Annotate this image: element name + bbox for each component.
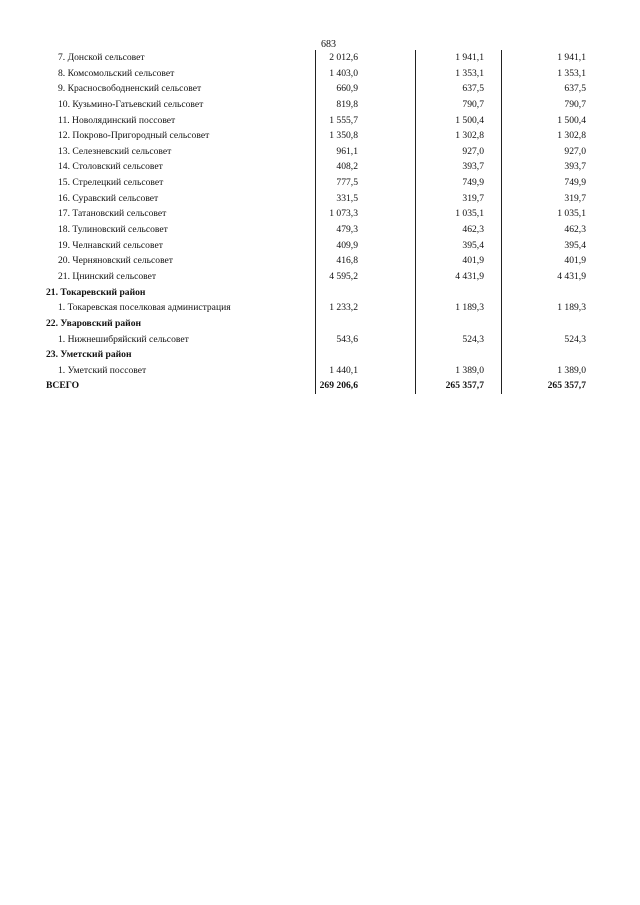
- row-name: 10. Кузьмино-Гатьевский сельсовет: [58, 98, 204, 110]
- table-row: [46, 159, 586, 175]
- value-v3: 1 302,8: [557, 130, 586, 142]
- district-row: [46, 285, 586, 301]
- value-v3: 265 357,7: [547, 380, 586, 392]
- row-name: 20. Черняновский сельсовет: [58, 255, 173, 267]
- value-v3: 927,0: [564, 145, 586, 157]
- value-v3: 395,4: [564, 239, 586, 251]
- value-v2: 1 035,1: [455, 208, 484, 220]
- value-v1: 408,2: [336, 161, 358, 173]
- value-v3: 1 941,1: [557, 52, 586, 63]
- value-v3: 4 431,9: [557, 270, 586, 282]
- value-v1: 1 350,8: [329, 130, 358, 142]
- value-v2: 1 389,0: [455, 364, 484, 376]
- row-name: 21. Цнинский сельсовет: [58, 270, 157, 282]
- value-v3: 1 389,0: [557, 364, 586, 376]
- value-v1: 819,8: [336, 98, 358, 110]
- table-row: [46, 113, 586, 129]
- total-row: [46, 378, 586, 394]
- table-row: [46, 97, 586, 113]
- value-v2: 4 431,9: [455, 270, 484, 282]
- row-name: 18. Тулиновский сельсовет: [58, 224, 168, 236]
- district-row: [46, 316, 586, 332]
- value-v2: 395,4: [462, 239, 484, 251]
- value-v2: 1 189,3: [455, 302, 484, 314]
- value-v2: 524,3: [462, 333, 484, 345]
- value-v3: 462,3: [564, 224, 586, 236]
- value-v3: 790,7: [564, 98, 586, 110]
- value-v1: 660,9: [336, 83, 358, 95]
- value-v1: 543,6: [336, 333, 358, 345]
- value-v1: 1 073,3: [329, 208, 358, 220]
- row-name: 1. Токаревская поселковая администрация: [58, 302, 231, 314]
- value-v3: 393,7: [564, 161, 586, 173]
- value-v3: 401,9: [564, 255, 586, 267]
- value-v1: 416,8: [336, 255, 358, 267]
- table-row: [46, 269, 586, 285]
- row-name: 7. Донской сельсовет: [58, 52, 145, 63]
- row-name: 19. Челнавский сельсовет: [58, 239, 163, 251]
- row-name: 17. Татановский сельсовет: [58, 208, 167, 220]
- row-name: 22. Уваровский район: [46, 317, 142, 329]
- value-v1: 4 595,2: [329, 270, 358, 282]
- value-v2: 1 941,1: [455, 52, 484, 63]
- value-v2: 927,0: [462, 145, 484, 157]
- row-name: 8. Комсомольский сельсовет: [58, 67, 175, 79]
- row-name: ВСЕГО: [46, 380, 80, 392]
- value-v3: 637,5: [564, 83, 586, 95]
- value-v3: 1 035,1: [557, 208, 586, 220]
- table-row: [46, 300, 586, 316]
- row-name: 13. Селезневский сельсовет: [58, 145, 172, 157]
- table-row: [46, 175, 586, 191]
- value-v1: 1 403,0: [329, 67, 358, 79]
- district-row: [46, 347, 586, 363]
- table-row: [46, 81, 586, 97]
- row-name: 14. Столовский сельсовет: [58, 161, 163, 173]
- table-row: [46, 363, 586, 379]
- value-v2: 790,7: [462, 98, 484, 110]
- value-v1: 2 012,6: [329, 52, 358, 63]
- value-v3: 1 353,1: [557, 67, 586, 79]
- value-v1: 269 206,6: [319, 380, 358, 392]
- table-row: [46, 332, 586, 348]
- table-row: [46, 66, 586, 82]
- table-row: [46, 50, 586, 66]
- value-v1: 409,9: [336, 239, 358, 251]
- value-v1: 479,3: [336, 224, 358, 236]
- table-row: [46, 238, 586, 254]
- row-name: 1. Уметский поссовет: [58, 364, 147, 376]
- value-v1: 961,1: [336, 145, 358, 157]
- row-name: 1. Нижнешибряйский сельсовет: [58, 333, 189, 345]
- table-row: [46, 144, 586, 160]
- value-v3: 319,7: [564, 192, 586, 204]
- value-v2: 637,5: [462, 83, 484, 95]
- value-v3: 524,3: [564, 333, 586, 345]
- value-v2: 1 353,1: [455, 67, 484, 79]
- value-v1: 777,5: [336, 177, 358, 189]
- table-row: [46, 222, 586, 238]
- row-name: 12. Покрово-Пригородный сельсовет: [58, 130, 210, 142]
- budget-table: [46, 50, 586, 394]
- table-row: [46, 191, 586, 207]
- value-v2: 749,9: [462, 177, 484, 189]
- table-row: [46, 253, 586, 269]
- value-v2: 265 357,7: [445, 380, 484, 392]
- value-v3: 1 189,3: [557, 302, 586, 314]
- row-name: 11. Новолядинский поссовет: [58, 114, 176, 126]
- table-row: [46, 206, 586, 222]
- value-v2: 319,7: [462, 192, 484, 204]
- row-name: 16. Суравский сельсовет: [58, 192, 159, 204]
- row-name: 15. Стрелецкий сельсовет: [58, 177, 164, 189]
- row-name: 23. Уметский район: [46, 349, 132, 361]
- row-name: 21. Токаревский район: [46, 286, 146, 298]
- table-row: [46, 128, 586, 144]
- value-v1: 331,5: [336, 192, 358, 204]
- value-v2: 1 500,4: [455, 114, 484, 126]
- value-v2: 393,7: [462, 161, 484, 173]
- value-v1: 1 440,1: [329, 364, 358, 376]
- value-v1: 1 233,2: [329, 302, 358, 314]
- value-v3: 1 500,4: [557, 114, 586, 126]
- row-name: 9. Красносвободненский сельсовет: [58, 83, 202, 95]
- value-v1: 1 555,7: [329, 114, 358, 126]
- page-number: 683: [321, 39, 336, 50]
- value-v3: 749,9: [564, 177, 586, 189]
- value-v2: 401,9: [462, 255, 484, 267]
- value-v2: 1 302,8: [455, 130, 484, 142]
- value-v2: 462,3: [462, 224, 484, 236]
